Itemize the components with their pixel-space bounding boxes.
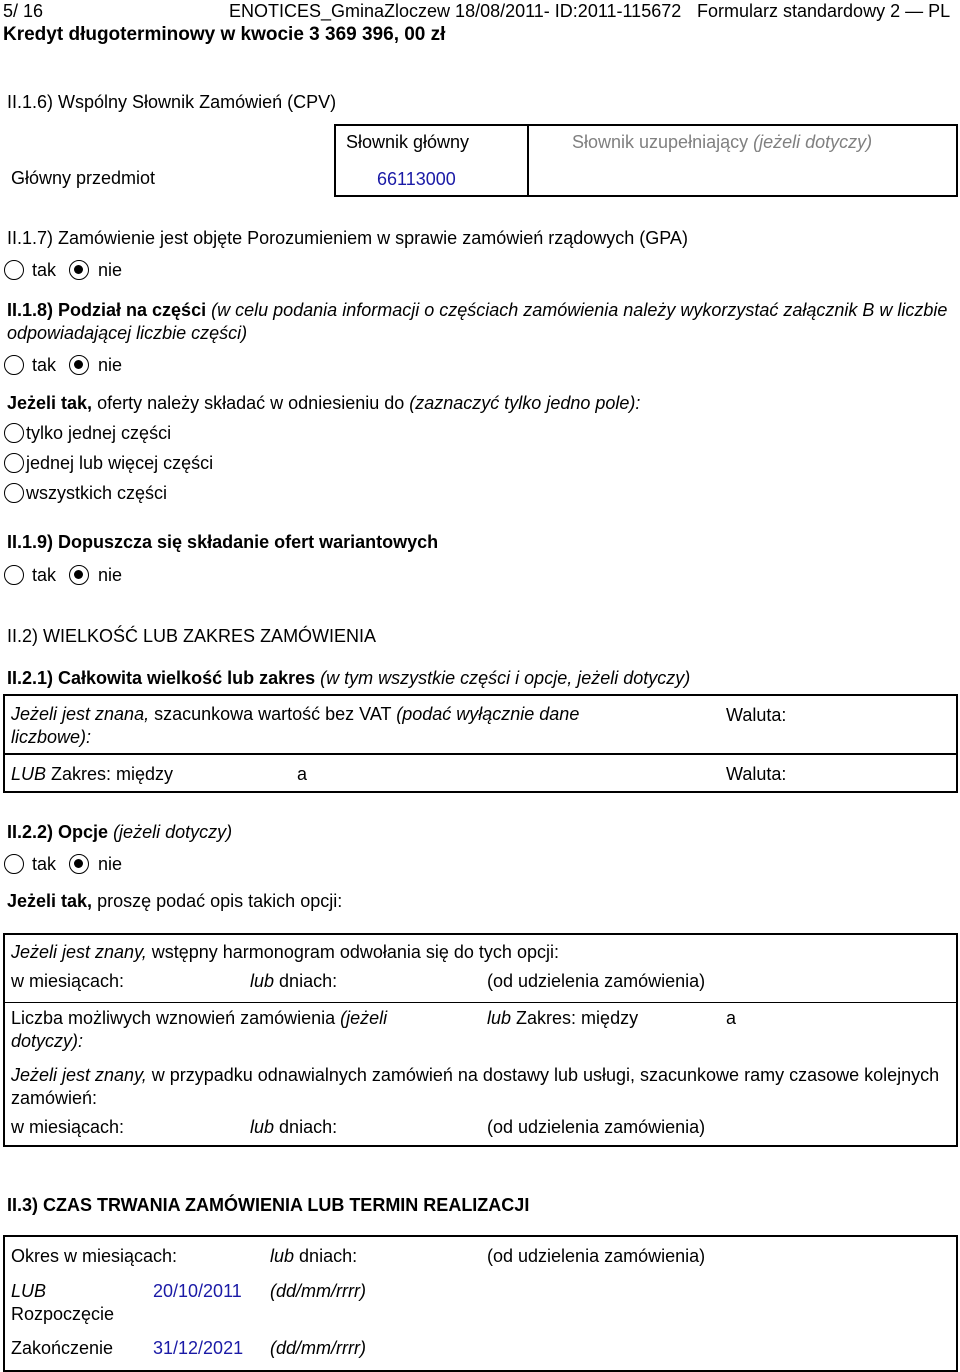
gpa-yes-radio[interactable] (4, 260, 24, 280)
options-schedule-months: w miesiącach: (11, 971, 125, 991)
options-box-divider (3, 1002, 958, 1003)
quantity-estimate: Jeżeli jest znana, szacunkowa wartość bez VAT (podać wyłącznie dane liczbowe): (11, 704, 580, 747)
duration-start-label: Rozpoczęcie (11, 1304, 115, 1324)
cpv-heading: II.1.6) Wspólny Słownik Zamówień (CPV) (7, 92, 337, 112)
lots-heading: II.1.8) Podział na części (w celu podania informacji o częściach zamówienia należy wykorzystać załącznik B w liczbie odpowiadającej liczbie części) (7, 300, 948, 343)
lots-option-label: tylko jednej części (26, 423, 172, 443)
options-if-yes: Jeżeli tak, proszę podać opis takich opcji: (7, 891, 343, 911)
quantity-range-and: a (297, 764, 308, 784)
document-title: Kredyt długoterminowy w kwocie 3 369 396, 00 zł (3, 24, 446, 45)
duration-days: lub dniach: (270, 1246, 358, 1266)
lots-if-yes: Jeżeli tak, oferty należy składać w odniesieniu do (zaznaczyć tylko jedno pole): (7, 393, 641, 413)
options-renewal-timeframe: Jeżeli jest znany, w przypadku odnawialnych zamówień na dostawy lub usługi, szacunkowe ramy czasowe kolejnych zamówień: (11, 1065, 940, 1108)
notice-id: ENOTICES_GminaZloczew 18/08/2011- ID:2011-115672 (229, 1, 682, 21)
lots-option-radio[interactable] (4, 423, 24, 443)
lots-option-label: jednej lub więcej części (26, 453, 214, 473)
variants-no-radio[interactable] (69, 565, 89, 585)
duration-end-label: Zakończenie (11, 1338, 114, 1358)
lots-no-radio[interactable] (69, 355, 89, 375)
options-schedule-heading: Jeżeli jest znany, wstępny harmonogram odwołania się do tych opcji: (11, 942, 559, 962)
form-type: Formularz standardowy 2 — PL (697, 1, 951, 21)
duration-period: Okres w miesiącach: (11, 1246, 178, 1266)
lots-no-label: nie (98, 355, 123, 375)
lots-yes-radio[interactable] (4, 355, 24, 375)
cpv-main-code: 66113000 (377, 169, 456, 189)
variants-no-label: nie (98, 565, 123, 585)
quantity-range: LUB Zakres: między (11, 764, 174, 784)
duration-start-date: 20/10/2011 (153, 1281, 242, 1301)
options-no-label: nie (98, 854, 123, 874)
options-renewal-days: lub dniach: (250, 1117, 338, 1137)
duration-end-format: (dd/mm/rrrr) (270, 1338, 366, 1358)
options-schedule-from: (od udzielenia zamówienia) (487, 971, 706, 991)
gpa-heading: II.1.7) Zamówienie jest objęte Porozumieniem w sprawie zamówień rządowych (GPA) (7, 228, 688, 248)
lots-option-radio[interactable] (4, 453, 24, 473)
duration-from-award: (od udzielenia zamówienia) (487, 1246, 706, 1266)
quantity-heading: II.2) WIELKOŚĆ LUB ZAKRES ZAMÓWIENIA (7, 626, 377, 646)
lots-yes-label: tak (32, 355, 57, 375)
duration-heading: II.3) CZAS TRWANIA ZAMÓWIENIA LUB TERMIN REALIZACJI (7, 1195, 530, 1215)
lots-option-label: wszystkich części (26, 483, 168, 503)
cpv-divider (527, 124, 529, 197)
options-yes-label: tak (32, 854, 57, 874)
options-no-radio[interactable] (69, 854, 89, 874)
options-schedule-days: lub dniach: (250, 971, 338, 991)
options-yes-radio[interactable] (4, 854, 24, 874)
lots-option-radio[interactable] (4, 483, 24, 503)
duration-or: LUB (11, 1281, 47, 1301)
cpv-row-label: Główny przedmiot (11, 168, 156, 188)
variants-yes-label: tak (32, 565, 57, 585)
gpa-no-label: nie (98, 260, 123, 280)
variants-heading: II.1.9) Dopuszcza się składanie ofert wariantowych (7, 532, 439, 552)
cpv-col-main: Słownik główny (346, 132, 470, 152)
options-renewals-range: lub Zakres: między (487, 1008, 639, 1028)
variants-yes-radio[interactable] (4, 565, 24, 585)
page-number: 5/ 16 (3, 1, 44, 21)
options-renewal-months: w miesiącach: (11, 1117, 125, 1137)
cpv-col-supp: Słownik uzupełniający (jeżeli dotyczy) (572, 132, 873, 152)
quantity-box-divider (3, 753, 958, 755)
duration-end-date: 31/12/2021 (153, 1338, 244, 1358)
quantity-total-heading: II.2.1) Całkowita wielkość lub zakres (w tym wszystkie części i opcje, jeżeli dotyczy) (7, 668, 691, 688)
options-renewals-and: a (726, 1008, 737, 1028)
quantity-currency-label: Waluta: (726, 705, 787, 725)
options-renewals: Liczba możliwych wznowień zamówienia (jeżeli dotyczy): (11, 1008, 388, 1051)
quantity-range-currency-label: Waluta: (726, 764, 787, 784)
gpa-no-radio[interactable] (69, 260, 89, 280)
options-renewal-from: (od udzielenia zamówienia) (487, 1117, 706, 1137)
options-heading: II.2.2) Opcje (jeżeli dotyczy) (7, 822, 233, 842)
gpa-yes-label: tak (32, 260, 57, 280)
duration-start-format: (dd/mm/rrrr) (270, 1281, 366, 1301)
